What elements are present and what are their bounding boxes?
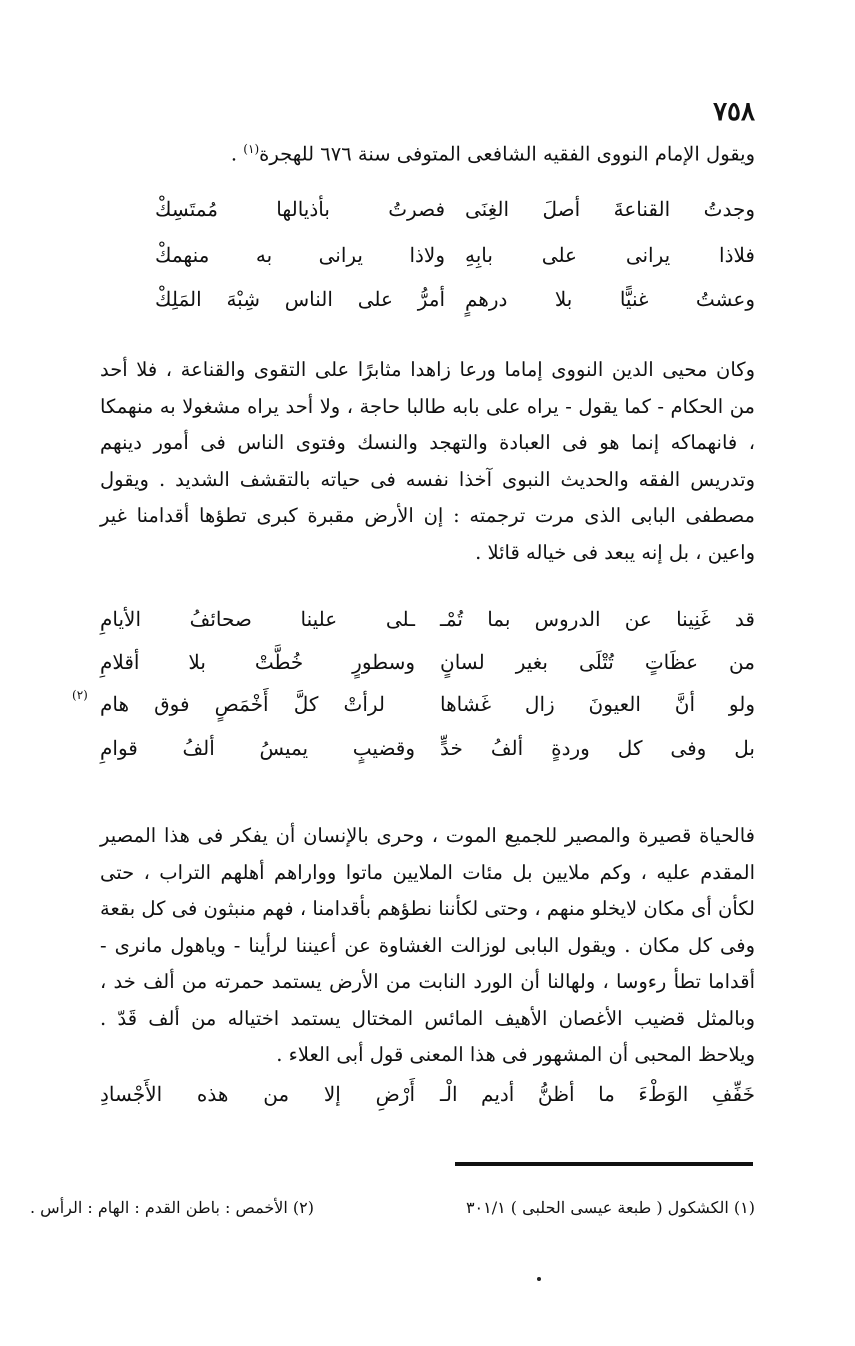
footnote-ref-2: (٢) (72, 688, 88, 702)
verse-second-hemistich: أَرْضِ إلا من هذه الأَجْسادِ (100, 1082, 415, 1106)
verse-first-hemistich: قد غَنِينا عن الدروس بما تُمْـ (440, 607, 755, 631)
footnote-separator (455, 1162, 753, 1166)
footnote-2: (٢) الأخمص : باطن القدم : الهام : الرأس . (30, 1198, 314, 1217)
verse-first-hemistich: فلاذا يرانى على بابِهِ (465, 243, 755, 267)
footnote-ref-1: (١) (243, 142, 260, 156)
verse-second-hemistich: ولاذا يرانى به منهمكْ (155, 243, 445, 267)
poem1-verse (155, 243, 755, 289)
poem1-verse (155, 287, 755, 333)
verse-second-hemistich: لرأتْ كلَّ أَخْمَصٍ فوق هام (100, 692, 385, 716)
verse-first-hemistich: ولو أنَّ العيونَ زال غَشاها (440, 692, 755, 716)
verse-first-hemistich: بل وفى كل وردةٍ ألفُ خدٍّ (440, 736, 755, 760)
verse-second-hemistich: وقضيبٍ يميسُ ألفُ قوامِ (100, 736, 415, 760)
poem2-verse (100, 650, 755, 696)
verse-first-hemistich: من عظَاتٍ تُتْلَى بغير لسانٍ (440, 650, 755, 674)
intro-line (100, 142, 755, 166)
paragraph-2: فالحياة قصيرة والمصير للجميع الموت ، وحرى بالإنسان أن يفكر فى هذا المصير المقدم عليه ، وكم ملايين بل مئات الملايين ماتوا وواراهم أهلهم التراب ، حتى لكأن أى مكان لايخلو منهم ، وحتى لكأننا نطؤهم بأقدامنا ، فهم منبثون فى كل بقعة وفى كل مكان . ويقول البابى لوزالت الغشاوة عن أعيننا لرأينا - وياهول مانرى - أقداما تطأ رءوسا ، ولهالنا أن الورد النابت من الأرض يستمد حمرته من ألف خد ، وبالمثل قضيب الأغصان الأهيف المائس المختال يستمد اختياله من ألف قَدّ . ويلاحظ المحبى أن المشهور فى هذا المعنى قول أبى العلاء . (100, 824, 755, 1066)
verse-second-hemistich: وسطورٍ خُطَّتْ بلا أقلامِ (100, 650, 415, 674)
verse-first-hemistich: وعشتُ غنيًّا بلا درهمٍ (465, 287, 755, 311)
verse-first-hemistich: خَفِّفِ الوَطْءَ ما أظنُّ أديم الْـ (440, 1082, 755, 1106)
paragraph-1: وكان محيى الدين النووى إماما ورعا زاهدا مثابرًا على التقوى والقناعة ، فلا أحد من الحكام - كما يقول - يراه على بابه طالبا حاجة ، ولا أحد يراه مشغولا به منهمكا ، فانهماكه إنما هو فى العبادة والتهجد والنسك وفتوى الناس فى أمور دينهم وتدريس الفقه والحديث النبوى آخذا نفسه فى حياته بالتقشف الشديد . ويقول مصطفى البابى الذى مرت ترجمته : إن الأرض مقبرة كبرى تطؤها أقدامنا غير واعين ، بل إنه يبعد فى خياله قائلا . (100, 358, 755, 564)
poem2-verse (72, 688, 755, 738)
poem2-verse (100, 607, 755, 653)
intro-text: ويقول الإمام النووى الفقيه الشافعى المتوفى سنة ٦٧٦ للهجرة (259, 142, 755, 166)
poem2-verse (100, 736, 755, 782)
verse-first-hemistich: وجدتُ القناعةَ أصلَ الغِنَى (465, 197, 755, 221)
page-number: ٧٥٨ (713, 97, 755, 127)
verse-second-hemistich: فصرتُ بأذيالها مُمتَسِكْ (155, 197, 445, 221)
poem1-verse (155, 197, 755, 243)
verse-second-hemistich: ـلى علينا صحائفُ الأيامِ (100, 607, 415, 631)
verse-second-hemistich: أمرُّ على الناس شِبْهَ المَلِكْ (155, 287, 445, 311)
footnote-1: (١) الكشكول ( طبعة عيسى الحلبى ) ٣٠١/١ (465, 1198, 755, 1217)
page-speck (537, 1277, 541, 1281)
final-verse (100, 1082, 755, 1128)
intro-end: . (230, 142, 238, 166)
